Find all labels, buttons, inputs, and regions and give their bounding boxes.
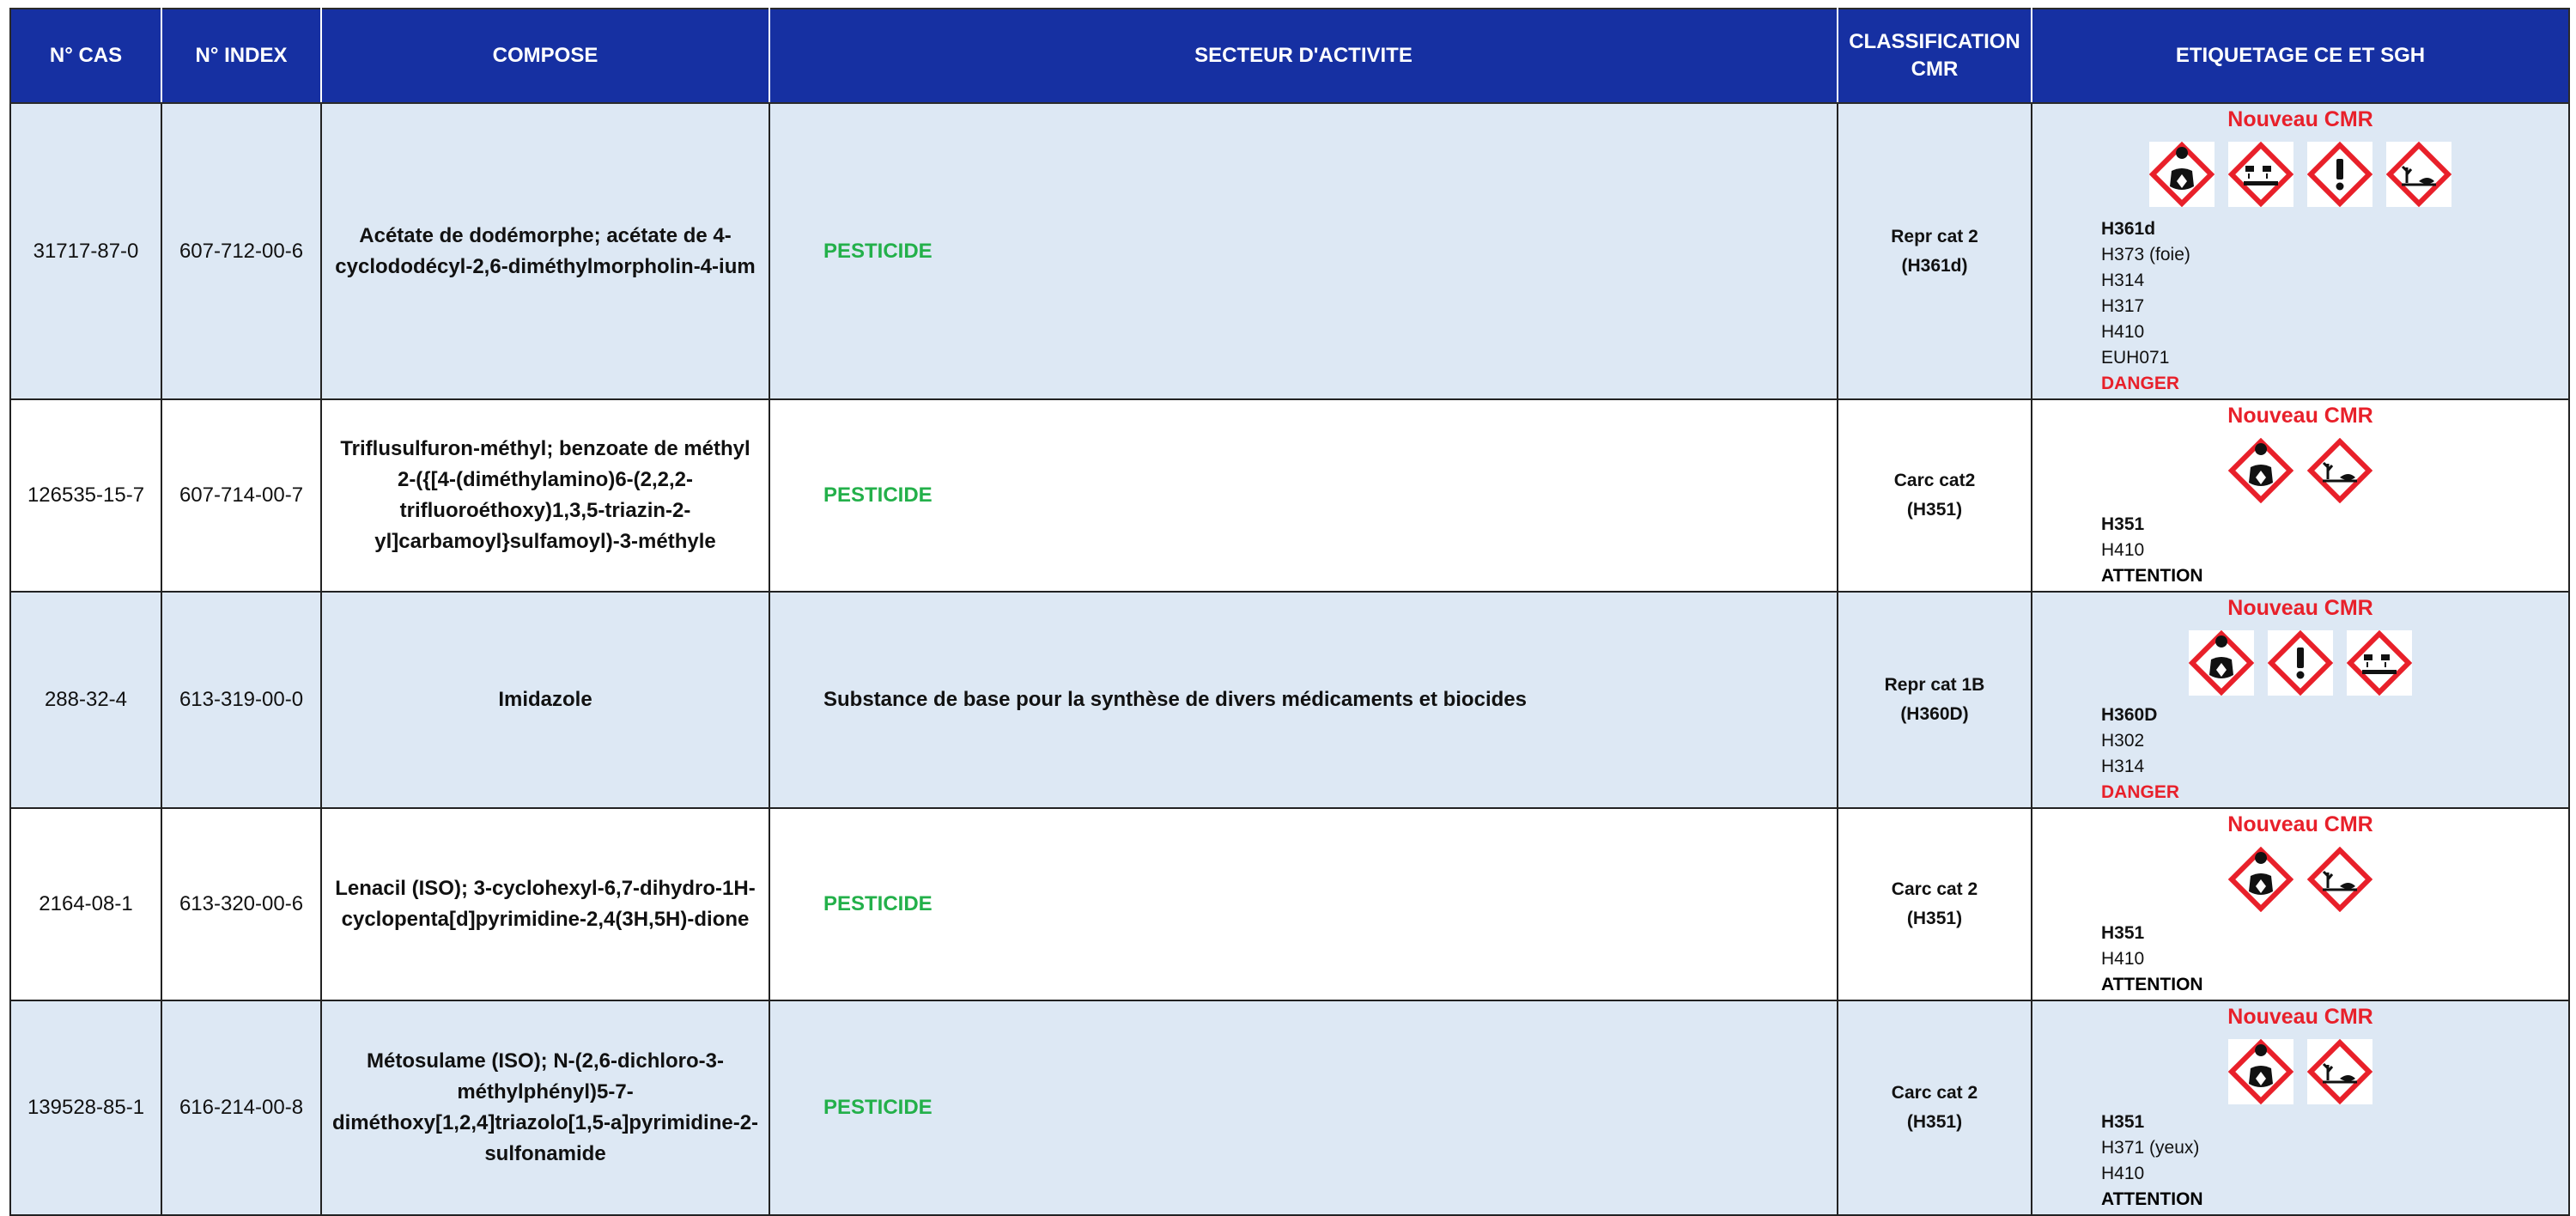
hazard-pictograms <box>2032 847 2568 912</box>
health-hazard-icon <box>2149 142 2215 207</box>
classification-code: (H361d) <box>1901 255 1968 276</box>
hazard-statement: H302 <box>2101 731 2145 751</box>
hazard-statement: H361d <box>2101 219 2156 239</box>
compound-name: Acétate de dodémorphe; acétate de 4-cyclododécyl-2,6-diméthylmorpholin-4-ium <box>321 103 769 399</box>
activity-sector: PESTICIDE <box>769 103 1838 399</box>
labeling-cell <box>2032 103 2569 399</box>
new-cmr-badge: Nouveau CMR <box>2227 404 2373 428</box>
health-hazard-icon <box>2228 1039 2293 1104</box>
cmr-table <box>9 8 2570 1216</box>
activity-sector: PESTICIDE <box>769 399 1838 592</box>
labeling-cell <box>2032 399 2569 592</box>
hazard-statement: H410 <box>2101 322 2145 342</box>
hazard-statements <box>2101 921 2203 998</box>
cas-number: 31717-87-0 <box>10 103 161 399</box>
cas-number: 126535-15-7 <box>10 399 161 592</box>
signal-word: ATTENTION <box>2101 975 2203 994</box>
table-row <box>10 103 2569 399</box>
activity-sector: PESTICIDE <box>769 1000 1838 1215</box>
cmr-classification <box>1838 103 2032 399</box>
labeling-cell <box>2032 592 2569 808</box>
labeling-cell <box>2032 808 2569 1000</box>
col-header-etiquetage: ETIQUETAGE CE ET SGH <box>2032 9 2569 103</box>
hazard-statement: H410 <box>2101 1164 2145 1183</box>
hazard-pictograms <box>2032 1039 2568 1104</box>
hazard-statement: H351 <box>2101 514 2145 534</box>
new-cmr-badge: Nouveau CMR <box>2227 812 2373 836</box>
table-row <box>10 592 2569 808</box>
cas-number: 139528-85-1 <box>10 1000 161 1215</box>
hazard-statement: H351 <box>2101 923 2145 943</box>
col-header-classification: CLASSIFICATION CMR <box>1838 9 2032 103</box>
hazard-statement: H410 <box>2101 540 2145 560</box>
classification-code: (H360D) <box>1900 704 1969 724</box>
signal-word: DANGER <box>2101 374 2180 393</box>
cmr-classification <box>1838 592 2032 808</box>
compound-name: Lenacil (ISO); 3-cyclohexyl-6,7-dihydro-1H-cyclopenta[d]pyrimidine-2,4(3H,5H)-dione <box>321 808 769 1000</box>
hazard-statement: H314 <box>2101 271 2145 290</box>
hazard-statements <box>2101 702 2179 806</box>
exclamation-icon <box>2307 142 2372 207</box>
classification-category: Carc cat2 <box>1893 471 1976 490</box>
health-hazard-icon <box>2228 438 2293 503</box>
new-cmr-badge: Nouveau CMR <box>2227 596 2373 620</box>
cmr-classification <box>1838 1000 2032 1215</box>
classification-code: (H351) <box>1906 1112 1963 1132</box>
cmr-classification <box>1838 808 2032 1000</box>
col-header-index: N° INDEX <box>161 9 321 103</box>
hazard-statements <box>2101 1110 2203 1213</box>
hazard-statement: H317 <box>2101 296 2145 316</box>
hazard-statement: EUH071 <box>2101 348 2170 368</box>
hazard-statements <box>2101 512 2203 589</box>
compound-name: Métosulame (ISO); N-(2,6-dichloro-3-méthylphényl)5-7-diméthoxy[1,2,4]triazolo[1,5-a]pyrimidine-2-sulfonamide <box>321 1000 769 1215</box>
cas-number: 288-32-4 <box>10 592 161 808</box>
hazard-pictograms <box>2032 630 2568 696</box>
exclamation-icon <box>2268 630 2333 696</box>
environment-icon <box>2386 142 2451 207</box>
table-row <box>10 1000 2569 1215</box>
classification-category: Repr cat 1B <box>1884 675 1985 695</box>
index-number: 607-712-00-6 <box>161 103 321 399</box>
hazard-statement: H371 (yeux) <box>2101 1138 2200 1158</box>
health-hazard-icon <box>2189 630 2254 696</box>
environment-icon <box>2307 1039 2372 1104</box>
hazard-statements <box>2101 216 2190 397</box>
classification-code: (H351) <box>1906 500 1963 520</box>
table-row <box>10 399 2569 592</box>
index-number: 616-214-00-8 <box>161 1000 321 1215</box>
hazard-statement: H314 <box>2101 757 2145 776</box>
activity-sector: PESTICIDE <box>769 808 1838 1000</box>
col-header-compose: COMPOSE <box>321 9 769 103</box>
corrosion-icon <box>2228 142 2293 207</box>
labeling-cell <box>2032 1000 2569 1215</box>
signal-word: DANGER <box>2101 782 2180 802</box>
hazard-statement: H410 <box>2101 949 2145 969</box>
index-number: 607-714-00-7 <box>161 399 321 592</box>
compound-name: Triflusulfuron-méthyl; benzoate de méthyl 2-({[4-(diméthylamino)6-(2,2,2-trifluoroéthoxy)1,3,5-triazin-2-yl]carbamoyl}sulfamoyl)-3-méthyle <box>321 399 769 592</box>
hazard-pictograms <box>2032 142 2568 207</box>
classification-category: Carc cat 2 <box>1891 879 1978 899</box>
new-cmr-badge: Nouveau CMR <box>2227 1005 2373 1029</box>
compound-name: Imidazole <box>321 592 769 808</box>
new-cmr-badge: Nouveau CMR <box>2227 107 2373 131</box>
header-row <box>10 9 2569 103</box>
signal-word: ATTENTION <box>2101 566 2203 586</box>
col-header-secteur: SECTEUR D'ACTIVITE <box>769 9 1838 103</box>
classification-code: (H351) <box>1906 909 1963 928</box>
index-number: 613-319-00-0 <box>161 592 321 808</box>
health-hazard-icon <box>2228 847 2293 912</box>
classification-category: Repr cat 2 <box>1891 226 1978 246</box>
classification-category: Carc cat 2 <box>1891 1083 1978 1103</box>
index-number: 613-320-00-6 <box>161 808 321 1000</box>
corrosion-icon <box>2347 630 2412 696</box>
hazard-statement: H373 (foie) <box>2101 245 2190 264</box>
activity-sector: Substance de base pour la synthèse de divers médicaments et biocides <box>769 592 1838 808</box>
hazard-statement: H351 <box>2101 1112 2145 1132</box>
environment-icon <box>2307 847 2372 912</box>
col-header-cas: N° CAS <box>10 9 161 103</box>
hazard-statement: H360D <box>2101 705 2158 725</box>
environment-icon <box>2307 438 2372 503</box>
hazard-pictograms <box>2032 438 2568 503</box>
cmr-classification <box>1838 399 2032 592</box>
cas-number: 2164-08-1 <box>10 808 161 1000</box>
signal-word: ATTENTION <box>2101 1189 2203 1209</box>
table-row <box>10 808 2569 1000</box>
